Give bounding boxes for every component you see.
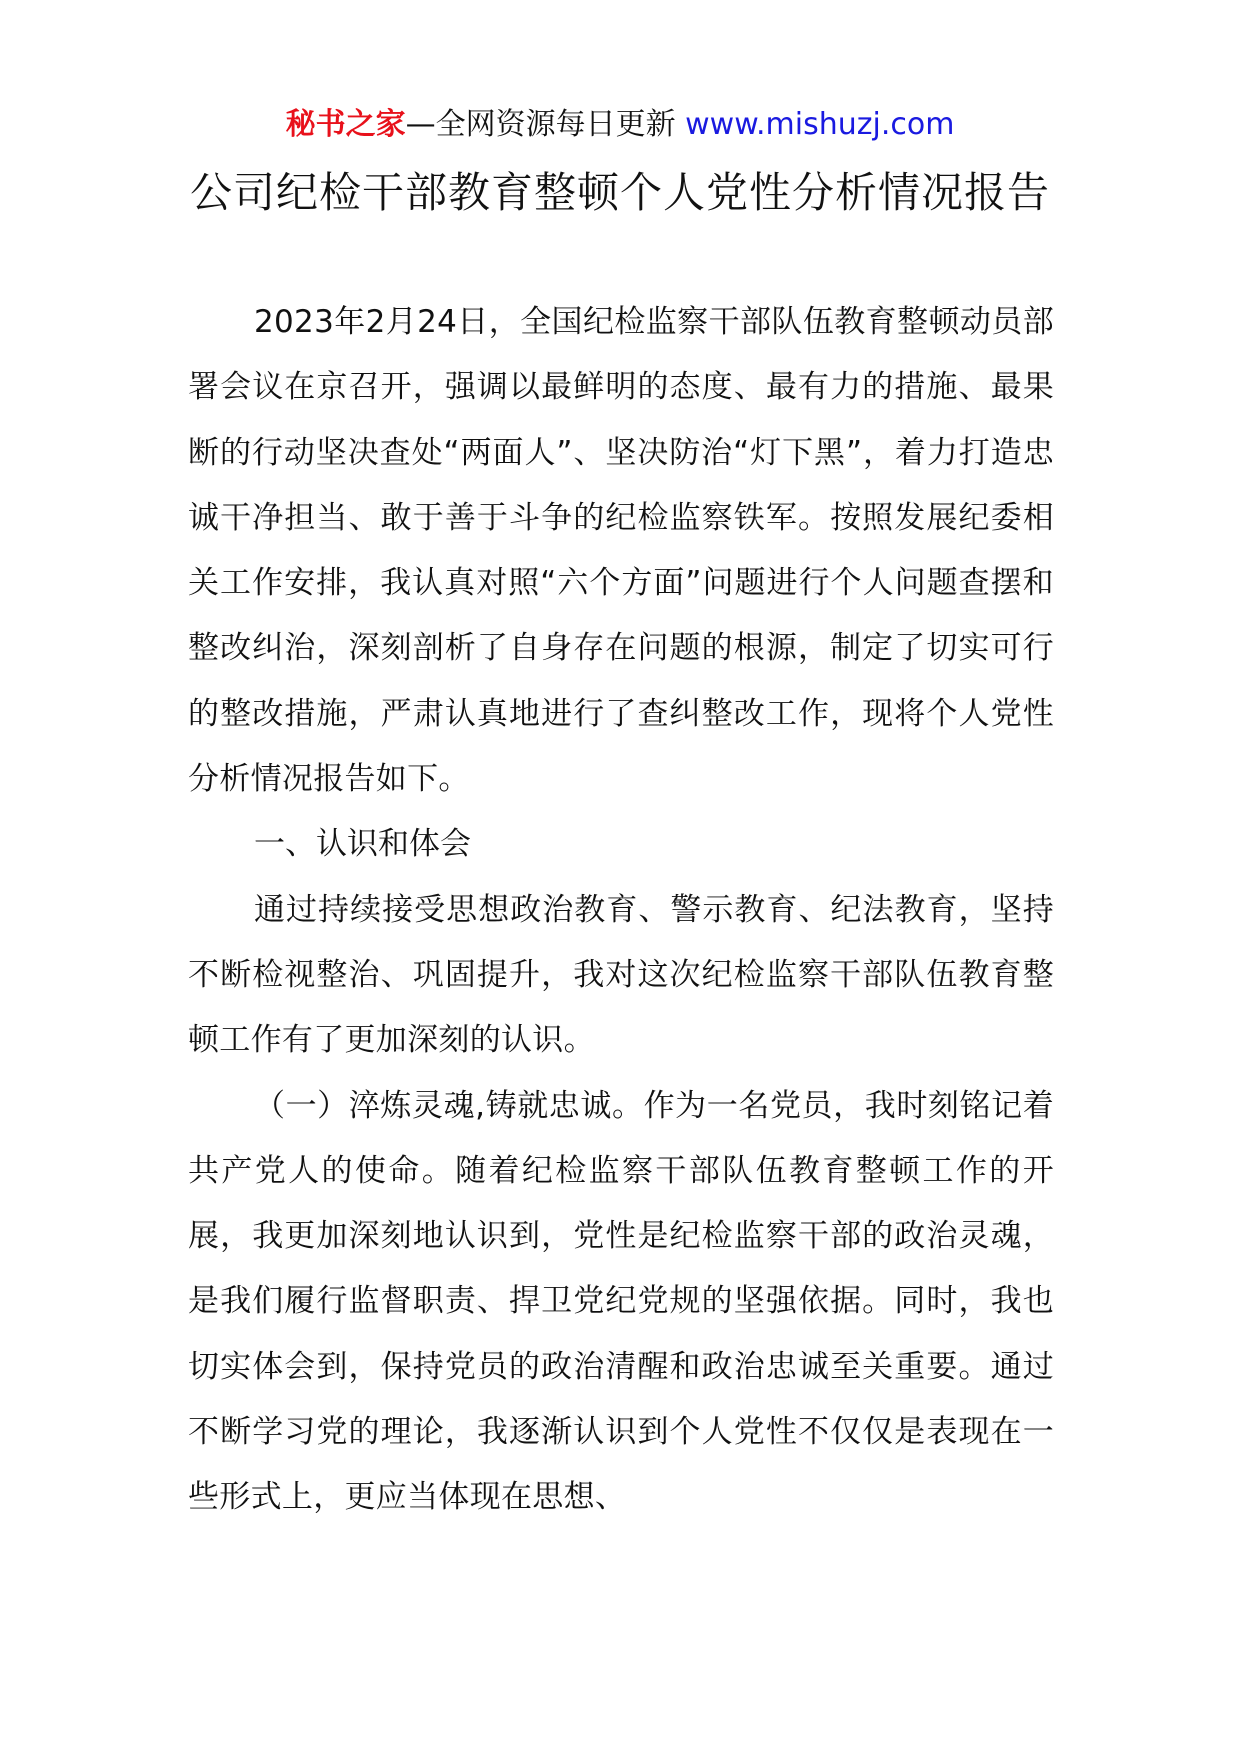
banner-url[interactable]: www.mishuzj.com <box>685 107 955 142</box>
paragraph-intro: 2023年2月24日，全国纪检监察干部队伍教育整顿动员部署会议在京召开，强调以最鲜明的态度、最有力的措施、最果断的行动坚决查处“两面人”、坚决防治“灯下黑”，着力打造忠诚干净担当、敢于善于斗争的纪检监察铁军。按照发展纪委相关工作安排，我认真对照“六个方面”问题进行个人问题查摆和整改纠治，深刻剖析了自身存在问题的根源，制定了切实可行的整改措施，严肃认真地进行了查纠整改工作，现将个人党性分析情况报告如下。 <box>188 304 1054 798</box>
section-heading: 一、认识和体会 <box>254 826 471 863</box>
watermark-banner <box>0 103 1240 147</box>
document-title: 公司纪检干部教育整顿个人党性分析情况报告 <box>189 168 1050 217</box>
banner-brand: 秘书之家 <box>285 107 406 142</box>
document-body <box>188 290 1054 1531</box>
paragraph-subsection-1: （一）淬炼灵魂,铸就忠诚。作为一名党员，我时刻铭记着共产党人的使命。随着纪检监察干部队伍教育整顿工作的开展，我更加深刻地认识到，党性是纪检监察干部的政治灵魂，是我们履行监督职责、捍卫党纪党规的坚强依据。同时，我也切实体会到，保持党员的政治清醒和政治忠诚至关重要。通过不断学习党的理论，我逐渐认识到个人党性不仅仅是表现在一些形式上，更应当体现在思想、 <box>188 1087 1054 1516</box>
paragraph-understanding: 通过持续接受思想政治教育、警示教育、纪法教育，坚持不断检视整治、巩固提升，我对这次纪检监察干部队伍教育整顿工作有了更加深刻的认识。 <box>188 891 1054 1059</box>
banner-tagline: —全网资源每日更新 <box>405 107 686 142</box>
